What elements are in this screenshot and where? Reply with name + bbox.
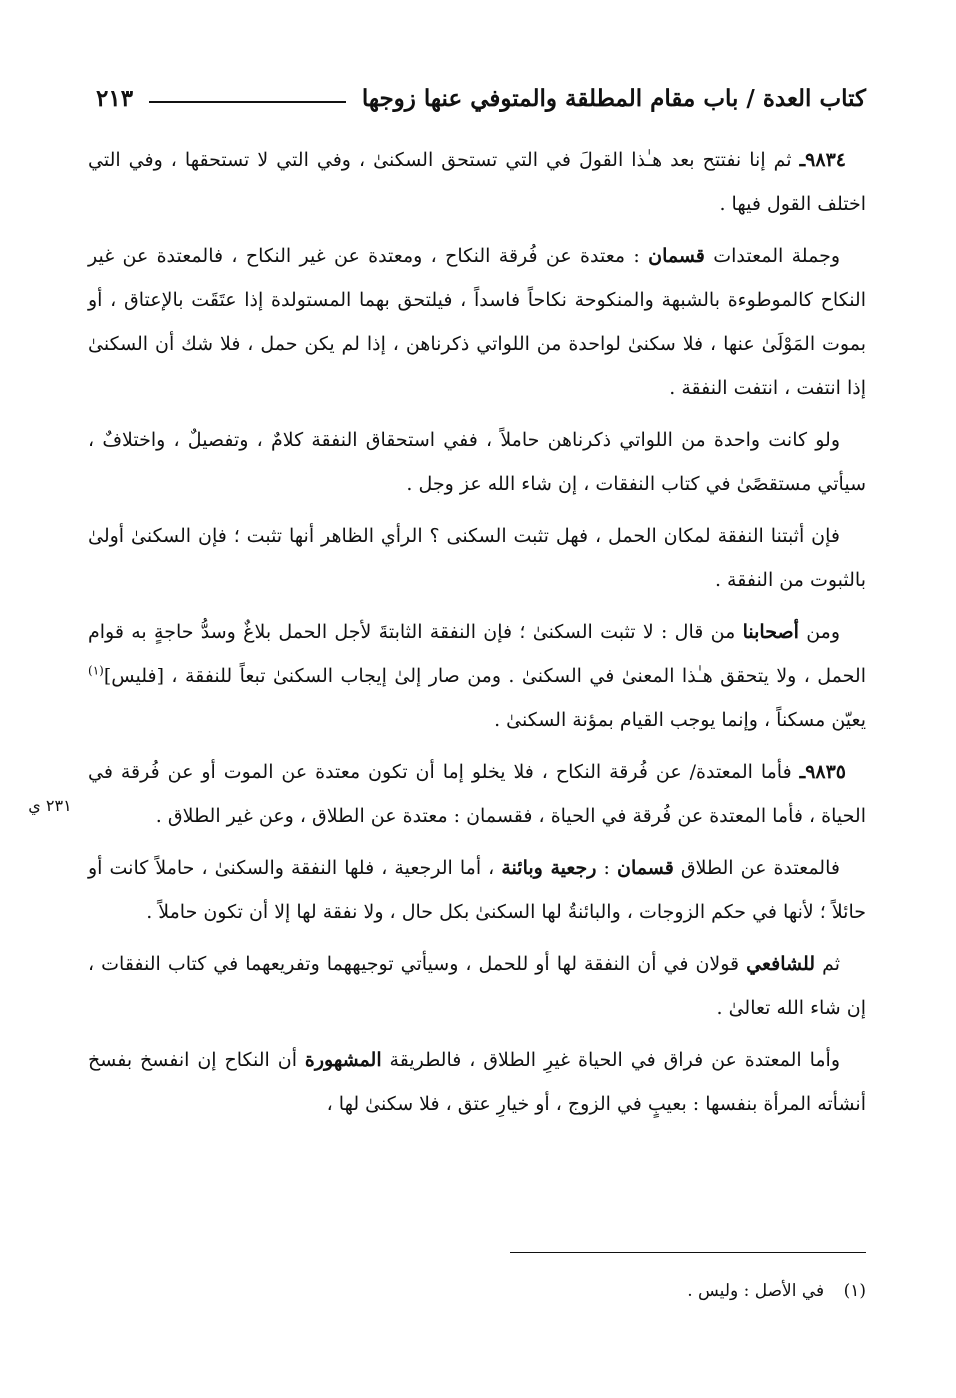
paragraph-text: قولان في أن النفقة لها أو للحمل ، وسيأتي توجيههما وتفريعهما في كتاب النفقات ، إن شاء الله تعالىٰ . xyxy=(88,953,866,1019)
footnote-marker: (١) xyxy=(843,1281,866,1301)
paragraph-9834 xyxy=(88,138,866,226)
paragraph xyxy=(88,418,866,506)
paragraph xyxy=(88,1038,866,1126)
paragraph-text: : xyxy=(603,857,610,879)
footnote-reference: (١) xyxy=(88,663,104,678)
paragraph xyxy=(88,234,866,410)
paragraph-text: ولو كانت واحدة من اللواتي ذكرناهن حاملاً ، ففي استحقاق النفقة كلامٌ ، وتفصيلٌ ، واختلافٌ ، سيأتي مستقصًىٰ في كتاب النفقات ، إن شاء الله عز وجل . xyxy=(88,429,866,495)
header-rule xyxy=(149,101,346,103)
paragraph-text: وأما المعتدة عن فراق في الحياة غيرِ الطلاق ، فالطريقة xyxy=(389,1049,840,1071)
paragraph-text: فأما المعتدة/ عن فُرقة النكاح ، فلا يخلو إما أن تكون معتدة عن الموت أو عن فُرقة في الحياة ، فأما المعتدة عن فُرقة في الحياة ، فقسمان : معتدة عن الطلاق ، وعن غير الطلاق . xyxy=(88,761,866,827)
bold-term: أصحابنا xyxy=(742,621,799,643)
paragraph-text: أن النكاح إن انفسخ بفسخ أنشأته المرأة بنفسها : بعيبٍ في الزوج ، أو خيارِ عتق ، فلا سكنىٰ لها ، xyxy=(88,1049,866,1115)
footnote-text: في الأصل : وليس . xyxy=(687,1281,825,1301)
paragraph xyxy=(88,610,866,742)
paragraph-text: فالمعتدة عن الطلاق xyxy=(680,857,840,879)
paragraph-number: ٩٨٣٥ـ xyxy=(799,761,847,783)
margin-folio-note: ٢٣١ ي xyxy=(28,796,72,815)
paragraph-text: يعيّن مسكناً ، وإنما يوجب القيام بمؤنة السكنىٰ . xyxy=(494,709,866,731)
paragraph-number: ٩٨٣٤ـ xyxy=(799,149,846,171)
bold-term: قسمان xyxy=(648,245,705,267)
paragraph-text: ومن xyxy=(806,621,841,643)
bold-term: قسمان xyxy=(617,857,674,879)
paragraph xyxy=(88,942,866,1030)
paragraph-text: وجملة المعتدات xyxy=(713,245,840,267)
paragraph-text: ثم إنا نفتتح بعد هـٰذا القولَ في التي تستحق السكنىٰ ، وفي التي لا تستحقها ، وفي التي اختلف القول فيها . xyxy=(88,149,866,215)
header-title: كتاب العدة / باب مقام المطلقة والمتوفي عنها زوجها xyxy=(361,84,866,112)
bold-term: المشهورة xyxy=(304,1049,382,1071)
footnote-separator xyxy=(510,1252,866,1253)
paragraph xyxy=(88,846,866,934)
bold-term: للشافعي xyxy=(746,953,816,975)
paragraph xyxy=(88,514,866,602)
paragraph-text: : معتدة عن فُرقة النكاح ، ومعتدة عن غير النكاح ، فالمعتدة عن غير النكاح كالموطوءة بالشبهة والمنكوحة نكاحاً فاسداً ، فيلتحق بهما المستولدة إذا عتَقَت بالإعتاق ، أو بموت المَوْلَىٰ عنها ، فلا سكنىٰ لواحدة من اللواتي ذكرناهن ، إذا لم يكن حمل ، فلا شك أن السكنىٰ إذا انتفت ، انتفت النفقة . xyxy=(88,245,866,399)
bold-term: رجعية وبائنة xyxy=(501,857,597,879)
paragraph-text: من قال : لا تثبت السكنىٰ ؛ فإن النفقة الثابتةَ لأجل الحمل بلاغٌ وسدُّ حاجةٍ به قوام الحمل ، ولا يتحقق هـٰذا المعنىٰ في السكنىٰ . ومن صار إلىٰ إيجاب السكنىٰ تبعاً للنفقة ، [فليس] xyxy=(88,621,866,687)
paragraph-text: ، أما الرجعية ، فلها النفقة والسكنىٰ ، حاملاً كانت أو حائلاً ؛ لأنها في حكم الزوجات ، والبائنةُ لها السكنىٰ بكل حال ، ولا نفقة لها إلا أن تكون حاملاً . xyxy=(88,857,866,923)
footnote xyxy=(300,1276,866,1306)
running-header xyxy=(96,78,866,118)
paragraph-text: ثم xyxy=(822,953,841,975)
paragraph-text: فإن أثبتنا النفقة لمكان الحمل ، فهل تثبت السكنى ؟ الرأي الظاهر أنها تثبت ؛ فإن السكنىٰ أولىٰ بالثبوت من النفقة . xyxy=(88,525,866,591)
page-number: ٢١٣ xyxy=(96,84,134,112)
paragraph-9835 xyxy=(88,750,866,838)
body-text xyxy=(88,138,866,1134)
